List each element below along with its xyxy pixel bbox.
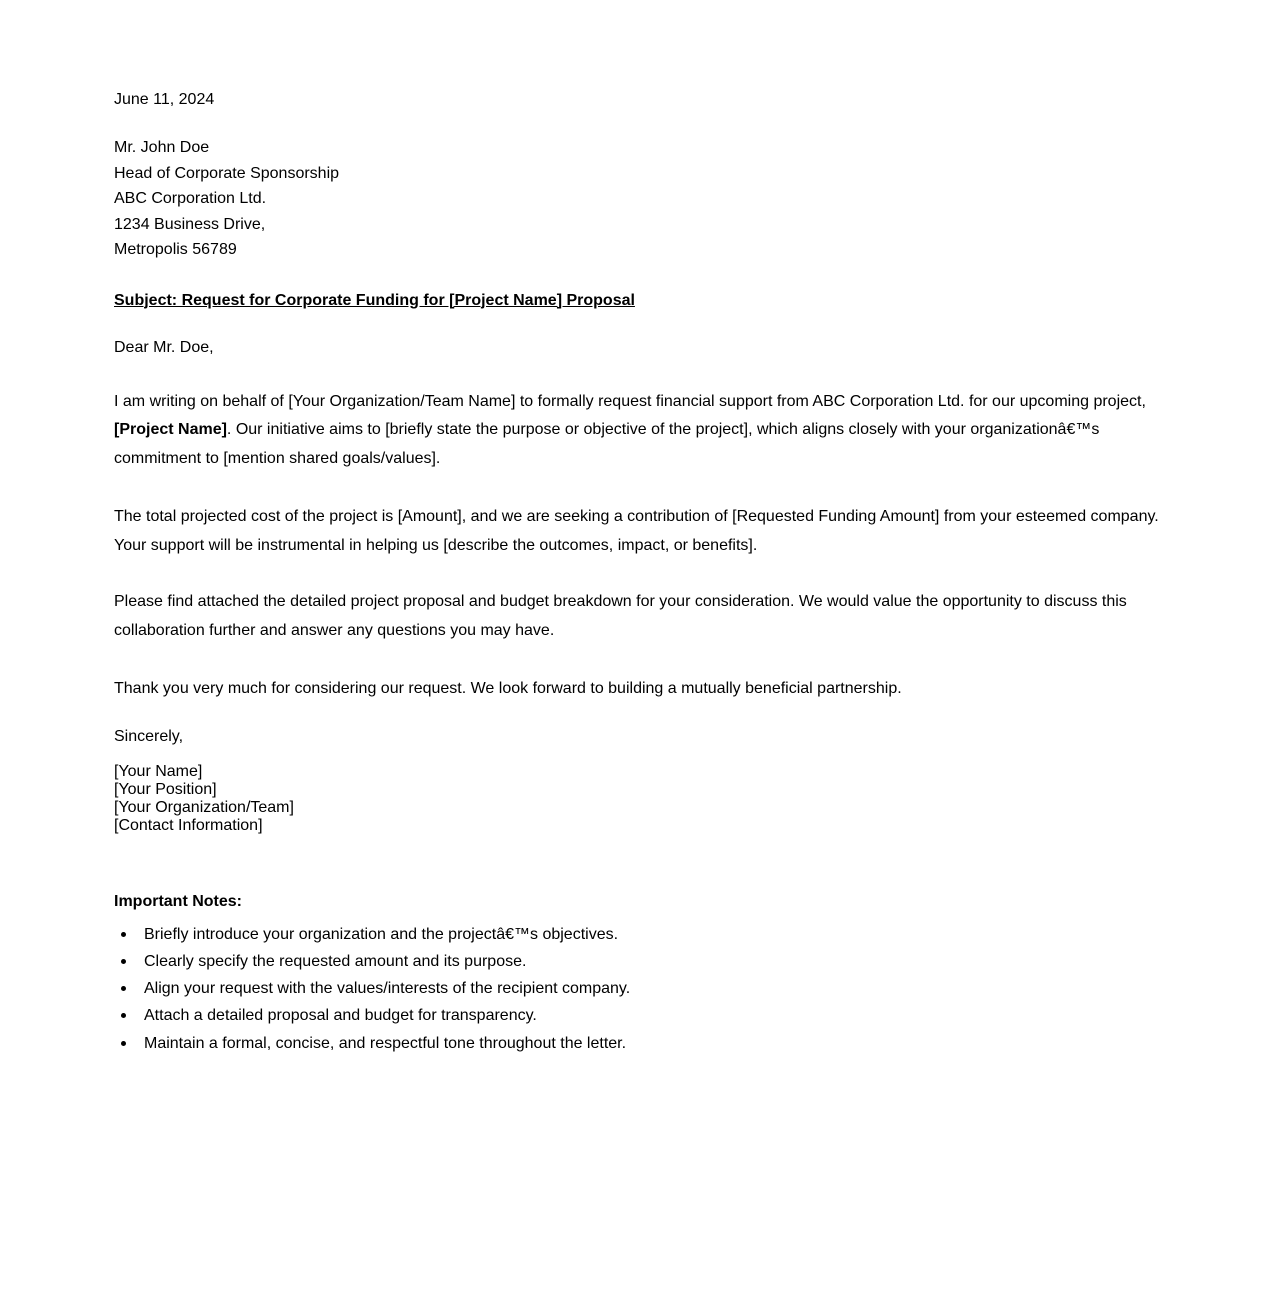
notes-list	[114, 921, 1174, 1057]
body-paragraph-4: Thank you very much for considering our request. We look forward to building a mutually beneficial partnership.	[114, 680, 902, 698]
list-item: Briefly introduce your organization and the projectâ€™s objectives.	[144, 921, 1174, 948]
list-item: Attach a detailed proposal and budget for transparency.	[144, 1002, 1174, 1029]
paragraph-1-part-1: I am writing on behalf of [Your Organization/Team Name] to formally request financial support from ABC Corporation Ltd. for our upcoming project,	[114, 392, 1146, 410]
project-name-bold: [Project Name]	[114, 421, 227, 439]
letter-body	[114, 89, 1174, 1057]
signature-position: [Your Position]	[114, 780, 217, 798]
signature-name: [Your Name]	[114, 762, 203, 780]
recipient-title: Head of Corporate Sponsorship	[114, 164, 340, 182]
letter-date: June 11, 2024	[114, 91, 215, 108]
list-item: Clearly specify the requested amount and its purpose.	[144, 948, 1174, 975]
notes-heading: Important Notes:	[114, 892, 242, 910]
body-paragraph-3: Please find attached the detailed project proposal and budget breakdown for your consideration. We would value the opportunity to discuss this collaboration further and answer any questions you may have.	[114, 593, 1127, 640]
body-paragraph-2: The total projected cost of the project is [Amount], and we are seeking a contribution of [Requested Funding Amount] from your esteemed company. Your support will be instrumental in helping us [describe the outcomes, impact, or benefits].	[114, 507, 1159, 554]
signature-organization: [Your Organization/Team]	[114, 798, 294, 816]
salutation: Dear Mr. Doe,	[114, 338, 214, 356]
recipient-company: ABC Corporation Ltd.	[114, 190, 267, 207]
list-item: Align your request with the values/interests of the recipient company.	[144, 975, 1174, 1002]
signature-block	[114, 763, 1174, 835]
list-item: Maintain a formal, concise, and respectful tone throughout the letter.	[144, 1030, 1174, 1057]
body-paragraph-1	[114, 388, 1174, 474]
recipient-name: Mr. John Doe	[114, 139, 210, 156]
closing: Sincerely,	[114, 727, 184, 745]
recipient-city-zip: Metropolis 56789	[114, 241, 237, 258]
paragraph-1-part-2: . Our initiative aims to [briefly state the purpose or objective of the project], which aligns closely with your organizationâ€™s commitment to [mention shared goals/values].	[114, 421, 1100, 468]
recipient-address-block	[114, 135, 1174, 263]
subject-line: Subject: Request for Corporate Funding for [Project Name] Proposal	[114, 291, 635, 309]
recipient-address-line: 1234 Business Drive,	[114, 215, 266, 233]
signature-contact: [Contact Information]	[114, 816, 263, 834]
